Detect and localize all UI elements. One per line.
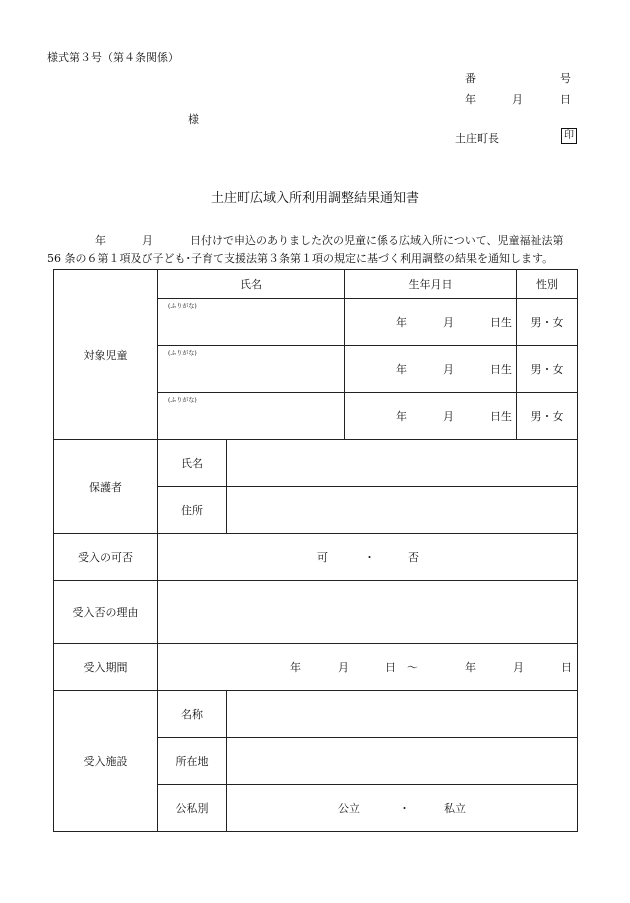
child-dob-cell[interactable]	[345, 346, 517, 393]
notification-table	[53, 269, 578, 832]
seal-stamp-box: 印	[561, 128, 577, 144]
period-end-day: 日	[561, 661, 572, 674]
dob-year-label: 年	[396, 363, 407, 376]
period-start-year: 年	[290, 661, 301, 674]
child-name-cell[interactable]	[158, 393, 345, 440]
dob-year-label: 年	[396, 316, 407, 329]
acceptance-field[interactable]	[158, 534, 578, 581]
date-year-label: 年	[465, 93, 476, 106]
child-dob-cell[interactable]	[345, 393, 517, 440]
child-sex-cell[interactable]: 男・女	[517, 346, 578, 393]
facility-private: 私立	[444, 802, 466, 815]
facility-location-label: 所在地	[158, 738, 227, 785]
facility-location-field[interactable]	[227, 738, 578, 785]
furigana-label: (ふりがな)	[168, 397, 197, 404]
facility-name-label: 名称	[158, 691, 227, 738]
accept-separator: ・	[364, 551, 375, 564]
target-child-label: 対象児童	[54, 270, 158, 440]
guardian-name-field[interactable]	[227, 440, 578, 487]
body-text-line-1: 日付けで申込のありました次の児童に係る広域入所について、児童福祉法第	[190, 234, 564, 247]
acceptance-period-field[interactable]	[158, 644, 578, 691]
col-header-dob: 生年月日	[345, 270, 517, 299]
child-name-cell[interactable]	[158, 299, 345, 346]
rejection-reason-field[interactable]	[158, 581, 578, 644]
accept-yes: 可	[317, 551, 328, 564]
furigana-label: (ふりがな)	[168, 303, 197, 310]
recipient-honorific: 様	[188, 113, 199, 126]
dob-month-label: 月	[443, 363, 454, 376]
child-sex-cell[interactable]: 男・女	[517, 299, 578, 346]
facility-type-label: 公私別	[158, 785, 227, 832]
period-tilde: ～	[407, 661, 418, 674]
child-sex-cell[interactable]: 男・女	[517, 393, 578, 440]
col-header-sex: 性別	[517, 270, 578, 299]
document-title: 土庄町広域入所利用調整結果通知書	[210, 191, 419, 206]
child-dob-cell[interactable]	[345, 299, 517, 346]
facility-name-field[interactable]	[227, 691, 578, 738]
period-start-month: 月	[338, 661, 349, 674]
guardian-address-field[interactable]	[227, 487, 578, 534]
facility-public: 公立	[338, 802, 360, 815]
accept-no: 否	[408, 551, 419, 564]
document-number-label: 番	[465, 72, 476, 85]
period-end-month: 月	[513, 661, 524, 674]
form-number: 様式第３号（第４条関係）	[47, 51, 179, 64]
rejection-reason-label: 受入否の理由	[54, 581, 158, 644]
acceptance-label: 受入の可否	[54, 534, 158, 581]
furigana-label: (ふりがな)	[168, 350, 197, 357]
guardian-label: 保護者	[54, 440, 158, 534]
issuer-mayor: 土庄町長	[455, 132, 499, 145]
date-day-label: 日	[560, 93, 571, 106]
col-header-name: 氏名	[158, 270, 345, 299]
guardian-address-label: 住所	[158, 487, 227, 534]
application-year-label: 年	[95, 234, 106, 247]
acceptance-period-label: 受入期間	[54, 644, 158, 691]
document-number-suffix: 号	[560, 72, 571, 85]
period-end-year: 年	[465, 661, 476, 674]
dob-day-label: 日生	[490, 316, 512, 329]
application-month-label: 月	[142, 234, 153, 247]
facility-type-separator: ・	[399, 802, 410, 815]
dob-day-label: 日生	[490, 410, 512, 423]
dob-month-label: 月	[443, 316, 454, 329]
body-text-line-2: 56 条の６第１項及び子ども･子育て支援法第３条第１項の規定に基づく利用調整の結果を通知します。	[47, 252, 554, 265]
date-month-label: 月	[512, 93, 523, 106]
facility-label: 受入施設	[54, 691, 158, 832]
period-start-day: 日	[385, 661, 396, 674]
dob-month-label: 月	[443, 410, 454, 423]
facility-type-field[interactable]	[227, 785, 578, 832]
child-name-cell[interactable]	[158, 346, 345, 393]
dob-year-label: 年	[396, 410, 407, 423]
dob-day-label: 日生	[490, 363, 512, 376]
guardian-name-label: 氏名	[158, 440, 227, 487]
